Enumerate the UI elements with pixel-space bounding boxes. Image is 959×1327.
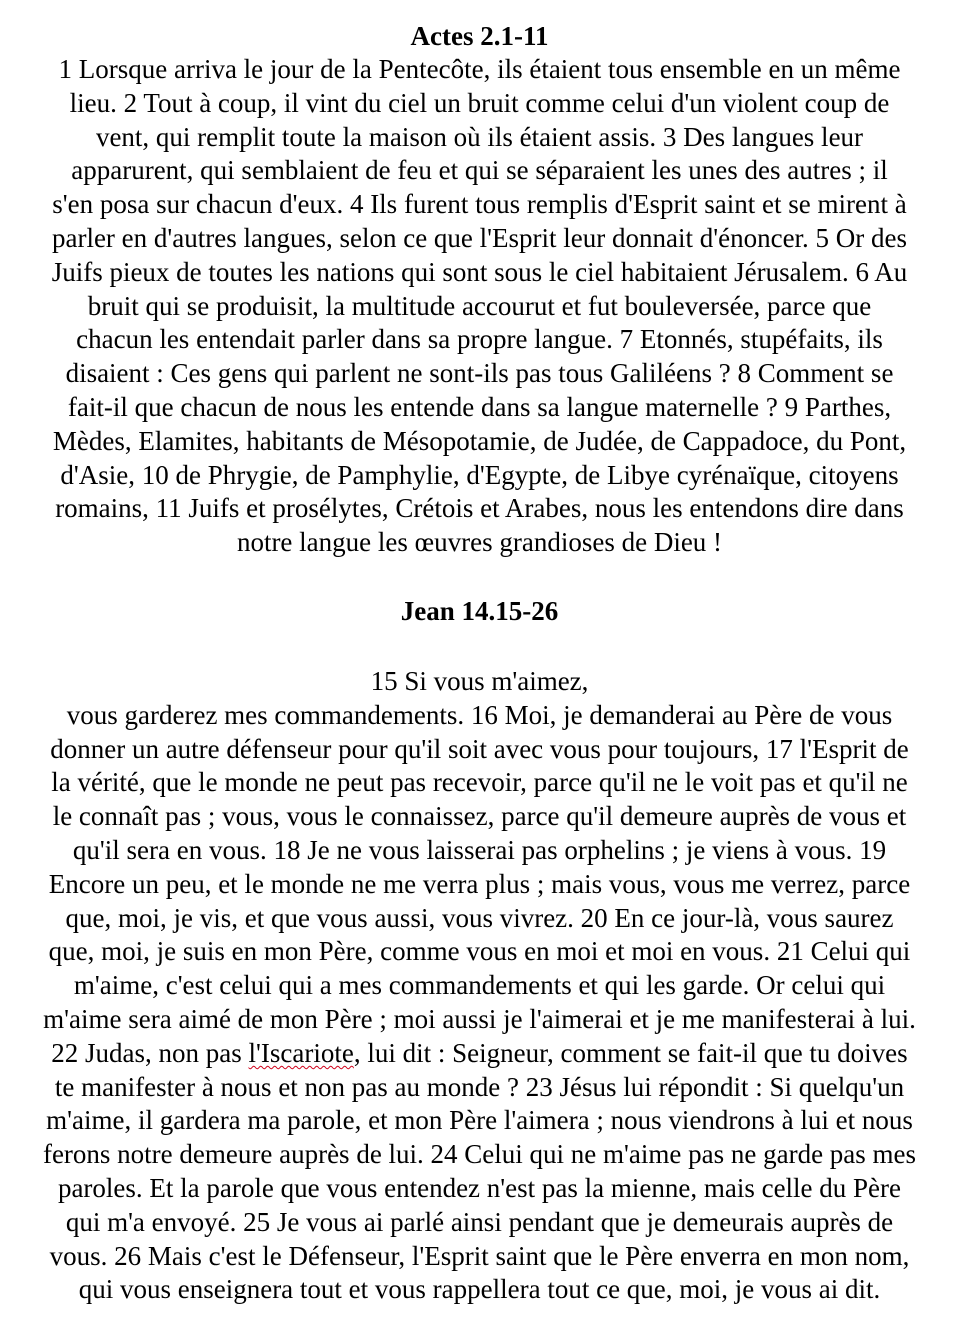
text-line: vous. 26 Mais c'est le Défenseur, l'Esprit saint que le Père enverra en mon nom, [49, 1240, 910, 1271]
section-heading: Jean 14.15-26 [400, 596, 559, 626]
text-line: vent, qui remplit toute la maison où ils étaient assis. 3 Des langues leur [95, 121, 864, 152]
text-line: que, moi, je vis, et que vous aussi, vous vivrez. 20 En ce jour-là, vous saurez [65, 902, 894, 933]
text-line: notre langue les œuvres grandioses de Dieu ! [236, 527, 723, 558]
text-line: d'Asie, 10 de Phrygie, de Pamphylie, d'Egypte, de Libye cyrénaïque, citoyens [60, 459, 899, 490]
text-line: qui vous enseignera tout et vous rappellera tout ce que, moi, je vous ai dit. [78, 1274, 881, 1305]
text-fragment: 22 Judas, non pas [51, 1037, 249, 1068]
text-line: que, moi, je suis en mon Père, comme vous en moi et moi en vous. 21 Celui qui [48, 936, 911, 967]
text-line: 1 Lorsque arriva le jour de la Pentecôte, ils étaient tous ensemble en un même [58, 54, 901, 84]
text-line: le connaît pas ; vous, vous le connaissez, parce qu'il demeure auprès de vous et [52, 801, 907, 832]
text-line: la vérité, que le monde ne peut pas recevoir, parce qu'il ne le voit pas et qu'il ne [51, 767, 908, 798]
text-line: m'aime, il gardera ma parole, et mon Père l'aimera ; nous viendrons à lui et nous [46, 1105, 913, 1136]
text-line: m'aime sera aimé de mon Père ; moi aussi je l'aimerai et je me manifesterai à lui. [43, 1003, 916, 1034]
section-body [0, 53, 959, 560]
text-line: Juifs pieux de toutes les nations qui sont sous le ciel habitaient Jérusalem. 6 Au [51, 256, 908, 287]
text-line: lieu. 2 Tout à coup, il vint du ciel un bruit comme celui d'un violent coup de [69, 87, 890, 118]
text-line: donner un autre défenseur pour qu'il soit avec vous pour toujours, 17 l'Esprit de [50, 733, 909, 764]
text-line: m'aime, c'est celui qui a mes commandements et qui les garde. Or celui qui [73, 970, 886, 1001]
text-line: qu'il sera en vous. 18 Je ne vous laisserai pas orphelins ; je viens à vous. 19 [72, 834, 887, 865]
text-line: 15 Si vous m'aimez, [370, 666, 589, 696]
text-line [0, 1037, 959, 1071]
section-body [0, 665, 959, 1307]
text-fragment: , lui dit : Seigneur, comment se fait-il que tu doives [353, 1037, 908, 1068]
section-heading: Actes 2.1-11 [410, 21, 549, 51]
text-line: qui m'a envoyé. 25 Je vous ai parlé ainsi pendant que je demeurais auprès de [65, 1206, 894, 1237]
text-line: vous garderez mes commandements. 16 Moi, je demanderai au Père de vous [66, 699, 893, 730]
text-line: Mèdes, Elamites, habitants de Mésopotamie, de Judée, de Cappadoce, du Pont, [52, 425, 907, 456]
section-actes [0, 19, 959, 560]
text-line: fait-il que chacun de nous les entende dans sa langue maternelle ? 9 Parthes, [67, 391, 892, 422]
text-line: romains, 11 Juifs et prosélytes, Crétois et Arabes, nous les entendons dire dans [55, 493, 904, 524]
text-line: bruit qui se produisit, la multitude accourut et fut bouleversée, parce que [87, 290, 872, 321]
section-jean [0, 594, 959, 628]
text-line: paroles. Et la parole que vous entendez n'est pas la mienne, mais celle du Père [57, 1172, 902, 1203]
text-line: te manifester à nous et non pas au monde ? 23 Jésus lui répondit : Si quelqu'un [54, 1071, 905, 1102]
text-line: parler en d'autres langues, selon ce que l'Esprit leur donnait d'énoncer. 5 Or des [51, 222, 908, 253]
text-line: apparurent, qui semblaient de feu et qui se séparaient les unes des autres ; il [71, 155, 888, 186]
text-line: chacun les entendait parler dans sa propre langue. 7 Etonnés, stupéfaits, ils [76, 324, 883, 355]
text-line: ferons notre demeure auprès de lui. 24 Celui qui ne m'aime pas ne garde pas mes [42, 1139, 917, 1170]
text-line: s'en posa sur chacun d'eux. 4 Ils furent tous remplis d'Esprit saint et se mirent à [52, 189, 907, 220]
spellcheck-flagged-word[interactable]: l'Iscariote [248, 1037, 354, 1068]
text-line: disaient : Ces gens qui parlent ne sont-ils pas tous Galiléens ? 8 Comment se [65, 358, 894, 389]
text-line: Encore un peu, et le monde ne me verra plus ; mais vous, vous me verrez, parce [48, 868, 911, 899]
